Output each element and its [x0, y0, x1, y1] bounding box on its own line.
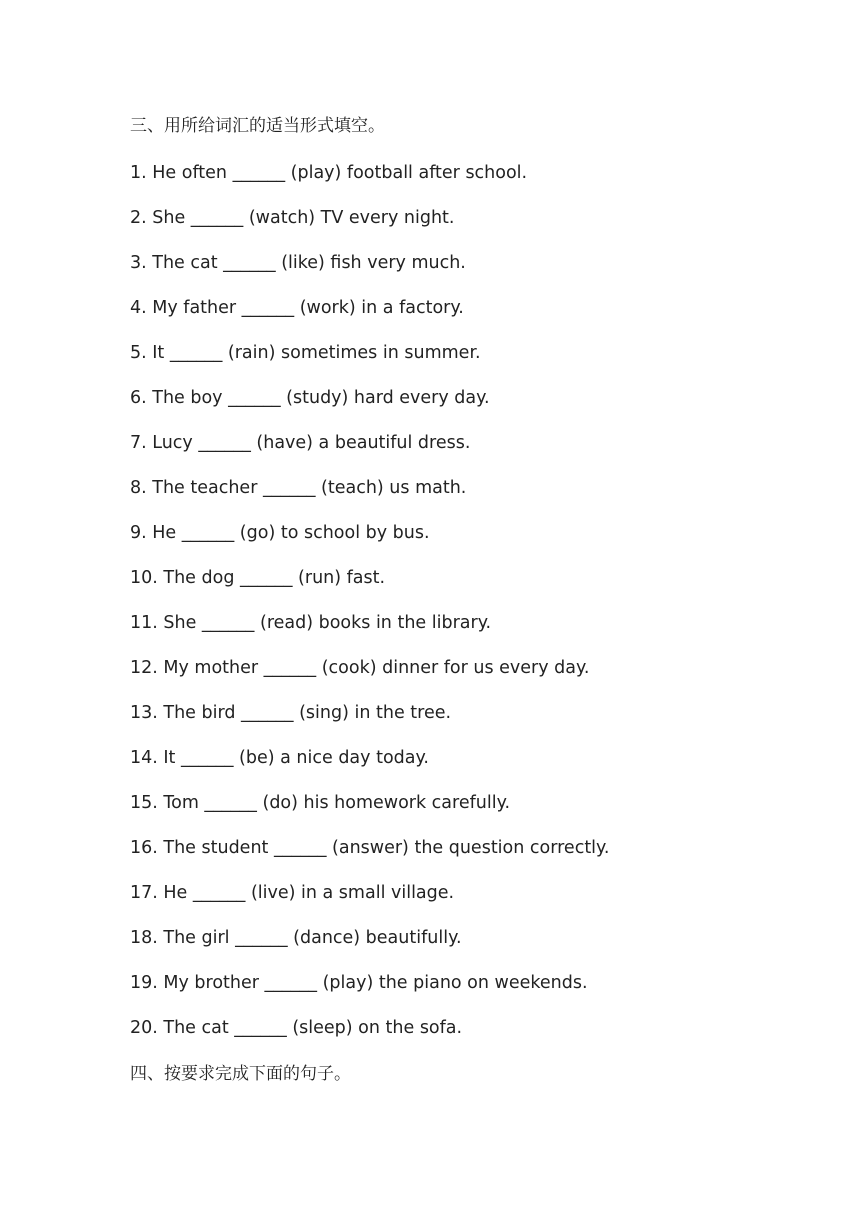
question-item: 13. The bird ______ (sing) in the tree.	[130, 703, 452, 723]
question-item: 14. It ______ (be) a nice day today.	[130, 748, 429, 768]
question-item: 16. The student ______ (answer) the question correctly.	[130, 838, 610, 858]
question-item: 9. He ______ (go) to school by bus.	[130, 523, 430, 543]
question-item: 20. The cat ______ (sleep) on the sofa.	[130, 1018, 463, 1038]
question-item: 15. Tom ______ (do) his homework carefully.	[130, 793, 511, 813]
question-item: 8. The teacher ______ (teach) us math.	[130, 478, 467, 498]
question-item: 6. The boy ______ (study) hard every day.	[130, 388, 490, 408]
question-item: 2. She ______ (watch) TV every night.	[130, 208, 455, 228]
question-item: 17. He ______ (live) in a small village.	[130, 883, 455, 903]
question-item: 1. He often ______ (play) football after school.	[130, 163, 528, 183]
question-item: 3. The cat ______ (like) fish very much.	[130, 253, 466, 273]
question-item: 18. The girl ______ (dance) beautifully.	[130, 928, 462, 948]
section-three-heading: 三、用所给词汇的适当形式填空。	[130, 116, 385, 136]
question-list	[130, 160, 750, 1060]
section-four-heading: 四、按要求完成下面的句子。	[130, 1064, 351, 1084]
question-item: 7. Lucy ______ (have) a beautiful dress.	[130, 433, 471, 453]
question-item: 11. She ______ (read) books in the library.	[130, 613, 492, 633]
question-item: 5. It ______ (rain) sometimes in summer.	[130, 343, 481, 363]
question-item: 10. The dog ______ (run) fast.	[130, 568, 386, 588]
question-item: 19. My brother ______ (play) the piano on weekends.	[130, 973, 588, 993]
question-item: 4. My father ______ (work) in a factory.	[130, 298, 464, 318]
question-item: 12. My mother ______ (cook) dinner for us every day.	[130, 658, 590, 678]
